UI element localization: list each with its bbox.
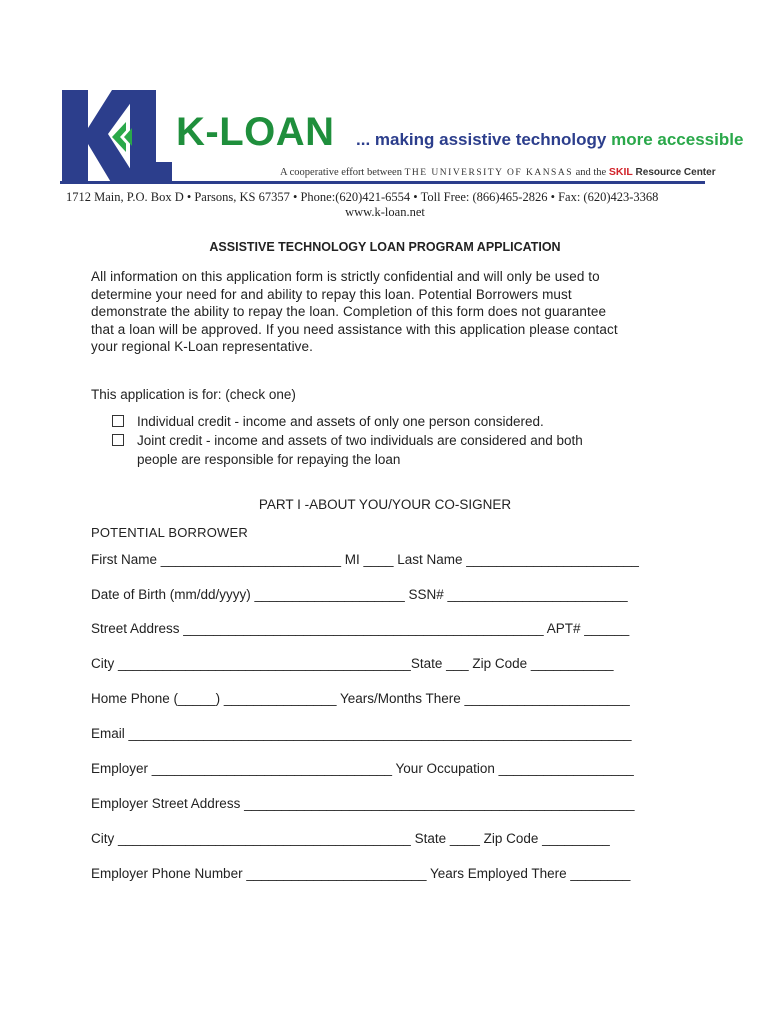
tagline-part1: ... making assistive technology [356, 130, 612, 149]
coop-prefix: A cooperative effort between [280, 167, 405, 178]
coop-university: THE UNIVERSITY OF KANSAS [404, 168, 573, 178]
intro-line: that a loan will be approved. If you need assistance with this application please contact [91, 321, 618, 337]
contact-address: 1712 Main, P.O. Box D • Parsons, KS 67357 • Phone:(620)421-6554 • Toll Free: (866)465-2826 • Fax: (620)423-3368 [66, 190, 659, 204]
brand-name: K-LOAN [176, 110, 335, 154]
joint-credit-checkbox[interactable] [112, 434, 124, 446]
individual-credit-option[interactable] [112, 412, 544, 431]
coop-resource-center: Resource Center [632, 167, 716, 178]
part-title: PART I -ABOUT YOU/YOUR CO-SIGNER [258, 497, 512, 512]
intro-line: your regional K-Loan representative. [91, 339, 313, 354]
tagline-part2: more accessible [611, 130, 744, 149]
intro-line: demonstrate the ability to repay the loan. Completion of this form does not guarantee [91, 304, 607, 319]
name-fields[interactable]: First Name ________________________ MI ____ Last Name _______________________ [91, 552, 639, 567]
header-divider [60, 181, 705, 184]
city-state-zip-fields[interactable]: City _______________________________________State ___ Zip Code ___________ [91, 656, 614, 671]
application-for-label: This application is for: (check one) [91, 387, 296, 402]
employer-phone-fields[interactable]: Employer Phone Number ________________________ Years Employed There ________ [91, 866, 631, 881]
dob-ssn-fields[interactable]: Date of Birth (mm/dd/yyyy) ____________________ SSN# ________________________ [91, 587, 628, 602]
intro-paragraph [91, 268, 691, 356]
coop-skil: SKIL [608, 166, 633, 178]
joint-credit-label-cont: people are responsible for repaying the loan [137, 452, 401, 467]
employer-street-field[interactable]: Employer Street Address ____________________________________________________ [91, 796, 635, 811]
individual-credit-label: Individual credit - income and assets of only one person considered. [137, 414, 544, 429]
cooperative-statement [280, 166, 716, 178]
email-field[interactable]: Email ___________________________________________________________________ [91, 726, 632, 741]
individual-credit-checkbox[interactable] [112, 415, 124, 427]
website-link[interactable]: www.k-loan.net [345, 205, 425, 219]
kl-logo-mark [60, 88, 172, 186]
coop-and: and the [572, 167, 609, 178]
joint-credit-option[interactable] [112, 431, 583, 469]
section-heading: POTENTIAL BORROWER [91, 525, 248, 540]
street-address-fields[interactable]: Street Address ________________________________________________ APT# ______ [91, 621, 630, 636]
home-phone-fields[interactable]: Home Phone (_____) _______________ Years/Months There ______________________ [91, 691, 630, 706]
form-title: ASSISTIVE TECHNOLOGY LOAN PROGRAM APPLICATION [209, 240, 561, 254]
tagline [356, 130, 743, 150]
intro-line: determine your need for and ability to repay this loan. Potential Borrowers must [91, 286, 572, 302]
joint-credit-label: Joint credit - income and assets of two individuals are considered and both [137, 433, 583, 448]
employer-fields[interactable]: Employer ________________________________ Your Occupation __________________ [91, 761, 634, 776]
employer-city-state-zip-fields[interactable]: City _______________________________________ State ____ Zip Code _________ [91, 831, 610, 846]
intro-line: All information on this application form is strictly confidential and will only be used to [91, 269, 600, 284]
